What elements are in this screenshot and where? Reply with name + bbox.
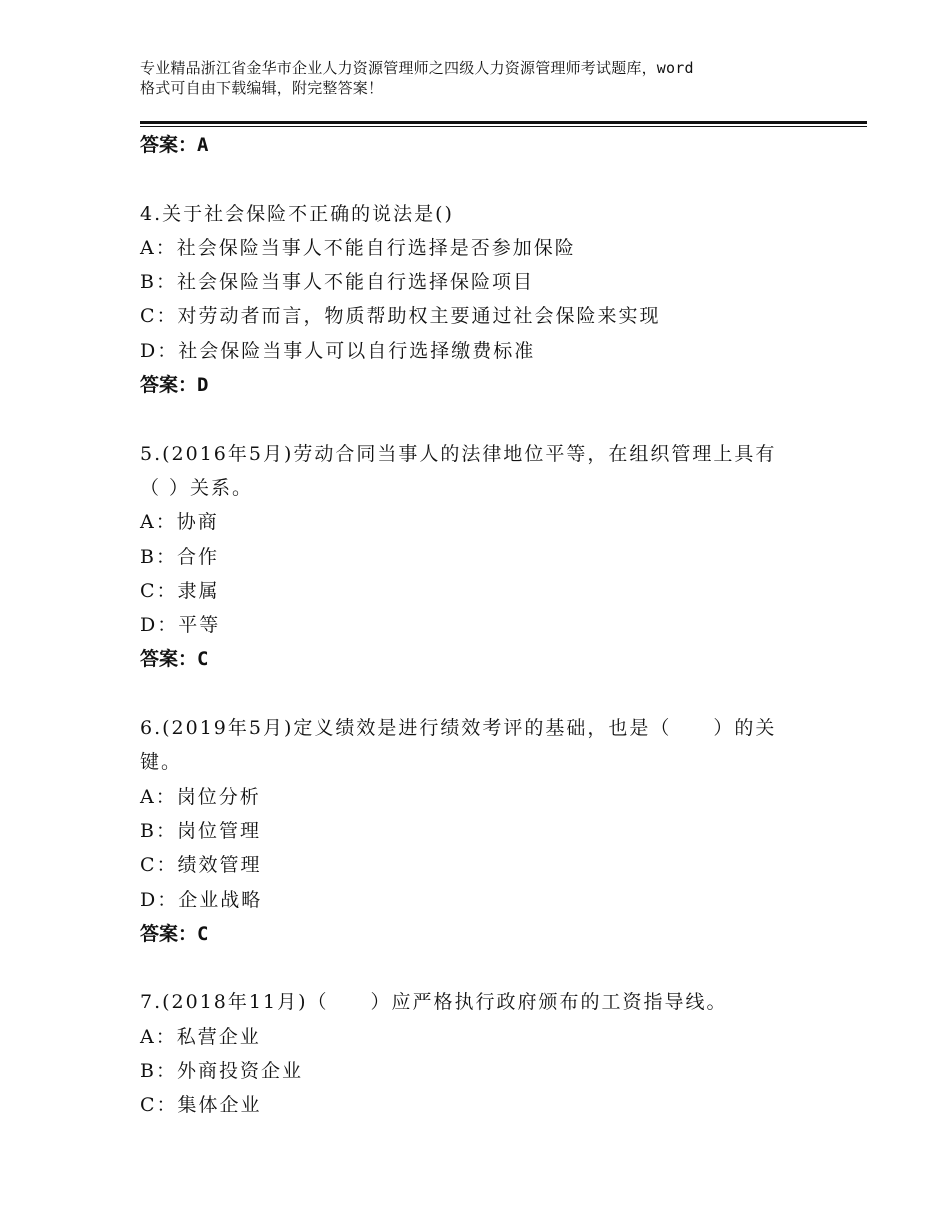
question-stem-continued: 键。 — [140, 751, 183, 774]
question-stem: 5.(2016年5月)劳动合同当事人的法律地位平等，在组织管理上具有 — [140, 442, 777, 465]
document-header — [140, 58, 830, 98]
option-a: A：社会保险当事人不能自行选择是否参加保险 — [140, 236, 576, 259]
option-a: A：岗位分析 — [140, 785, 261, 808]
question-list — [140, 128, 840, 1123]
option-a: A：协商 — [140, 511, 219, 534]
answer: 答案：C — [140, 922, 209, 945]
spacer — [140, 951, 840, 985]
question-7 — [140, 985, 840, 1122]
option-b: B：社会保险当事人不能自行选择保险项目 — [140, 271, 534, 294]
option-c: C：集体企业 — [140, 1094, 262, 1117]
option-b: B：合作 — [140, 545, 219, 568]
option-d: D：平等 — [140, 614, 221, 637]
question-stem: 4.关于社会保险不正确的说法是() — [140, 202, 454, 225]
question-6 — [140, 711, 840, 951]
option-c: C：绩效管理 — [140, 854, 262, 877]
question-5 — [140, 437, 840, 677]
answer: 答案：C — [140, 648, 209, 671]
question-stem-continued: （ ）关系。 — [140, 476, 254, 499]
header-line-2: 格式可自由下载编辑，附完整答案！ — [140, 79, 384, 97]
header-rule-thin — [140, 126, 867, 127]
question-4 — [140, 197, 840, 403]
option-b: B：外商投资企业 — [140, 1060, 303, 1083]
option-b: B：岗位管理 — [140, 819, 261, 842]
option-c: C：对劳动者而言，物质帮助权主要通过社会保险来实现 — [140, 305, 661, 328]
header-line-1: 专业精品浙江省金华市企业人力资源管理师之四级人力资源管理师考试题库，word — [140, 59, 694, 77]
previous-answer: 答案：A — [140, 134, 209, 156]
option-a: A：私营企业 — [140, 1025, 261, 1048]
spacer — [140, 677, 840, 711]
spacer — [140, 162, 840, 196]
answer: 答案：D — [140, 374, 209, 397]
spacer — [140, 402, 840, 436]
option-c: C：隶属 — [140, 579, 220, 602]
question-stem: 7.(2018年11月)（ ）应严格执行政府颁布的工资指导线。 — [140, 991, 728, 1014]
option-d: D：企业战略 — [140, 888, 263, 911]
question-stem: 6.(2019年5月)定义绩效是进行绩效考评的基础，也是（ ）的关 — [140, 717, 777, 740]
option-d: D：社会保险当事人可以自行选择缴费标准 — [140, 339, 536, 362]
header-rule-thick — [140, 121, 867, 124]
